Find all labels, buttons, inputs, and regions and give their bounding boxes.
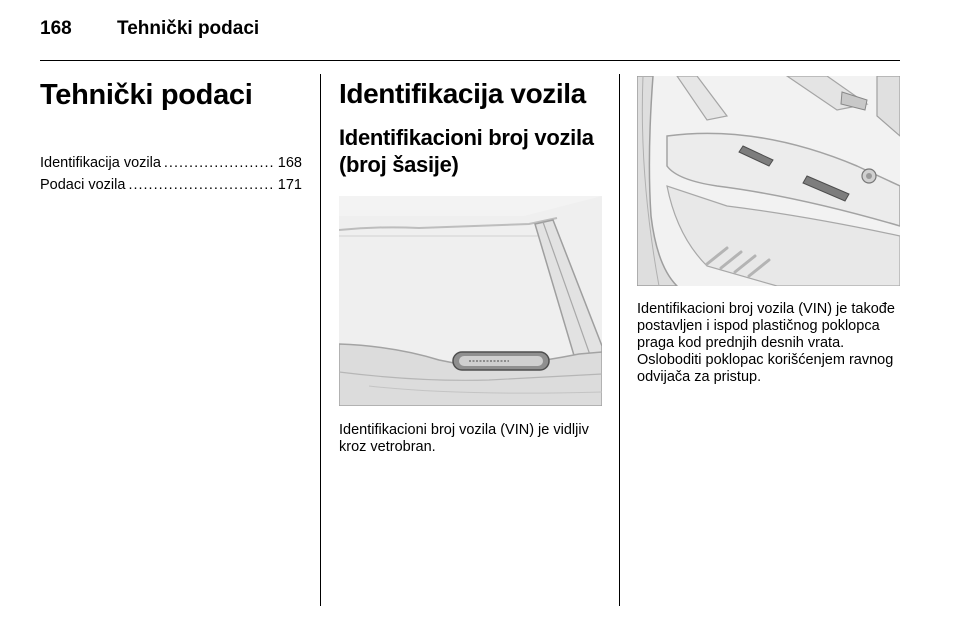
- toc-leader-dots: [128, 174, 274, 196]
- vin-windshield-illustration-icon: [339, 196, 602, 406]
- subsection-title: Identifikacioni broj vozila (broj šasije): [339, 125, 594, 177]
- paragraph-vin-windshield: Identifikacioni broj vozila (VIN) je vidljiv kroz vetrobran.: [339, 422, 589, 455]
- column-divider-1: [320, 74, 321, 606]
- toc-entry-label: Identifikacija vozila: [40, 155, 161, 171]
- column-divider-2: [619, 74, 620, 606]
- toc-entry-podaci-vozila[interactable]: [40, 174, 302, 196]
- running-title: Tehnički podaci: [117, 18, 260, 39]
- column-vin-door-sill: [637, 74, 900, 386]
- paragraph-vin-door-sill: Identifikacioni broj vozila (VIN) je takođe postavljen i ispod plastičnog poklopca praga kod prednjih desnih vrata. Osloboditi poklopac korišćenjem ravnog odvijača za pristup.: [637, 301, 895, 385]
- page-header: [40, 18, 900, 58]
- section-title: Identifikacija vozila: [339, 78, 586, 109]
- vin-door-sill-illustration-icon: [637, 76, 900, 286]
- column-chapter-contents: [40, 74, 302, 196]
- header-rule: [40, 60, 900, 61]
- chapter-title: Tehnički podaci: [40, 79, 253, 111]
- toc-entry-page: 171: [277, 177, 302, 193]
- column-vin-windshield: [339, 74, 602, 456]
- table-of-contents: [40, 152, 302, 196]
- toc-entry-page: 168: [277, 155, 302, 171]
- toc-leader-dots: [164, 152, 275, 174]
- toc-entry-identifikacija-vozila[interactable]: [40, 152, 302, 174]
- page-number: 168: [40, 18, 72, 39]
- toc-entry-label: Podaci vozila: [40, 177, 126, 193]
